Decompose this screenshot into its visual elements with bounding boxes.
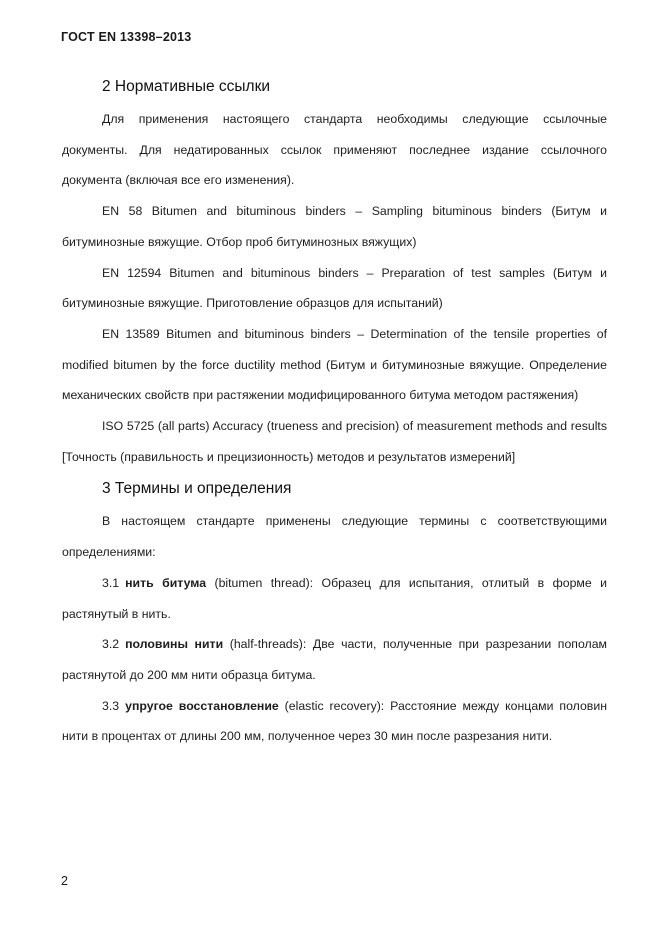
term-number: 3.1	[102, 575, 120, 590]
term-number: 3.3	[102, 698, 120, 713]
section-intro-paragraph: Для применения настоящего стандарта необходимы следующие ссылочные документы. Для недатированных ссылок применяют последнее издание ссылочного документа (включая все его изменения).	[62, 112, 607, 188]
document-body	[62, 76, 607, 752]
term-definition-item	[62, 691, 607, 752]
reference-item-en13589: EN 13589 Bitumen and bituminous binders – Determination of the tensile properties of modified bitumen by the force ductility method (Битум и битуминозные вяжущие. Определение механических свойств при растяжении модифицированного битума методом растяжения)	[62, 326, 607, 403]
term-name: половины нити	[125, 637, 224, 652]
term-name: упругое восстановление	[125, 698, 279, 713]
term-definition-item	[62, 629, 607, 690]
section-intro-paragraph: В настоящем стандарте применены следующие термины с соответствующими определениями:	[62, 514, 607, 560]
reference-item-en12594: EN 12594 Bitumen and bituminous binders – Preparation of test samples (Битум и битуминозные вяжущие. Приготовление образцов для испытаний)	[62, 265, 607, 311]
term-number: 3.2	[102, 637, 120, 652]
term-definition-text: (bitumen thread): Образец для испытания, отлитый в форме и растянутый в нить.	[62, 575, 607, 621]
document-header: ГОСТ EN 13398–2013	[61, 30, 192, 44]
page-number: 2	[61, 874, 68, 888]
section-title-terms-definitions: 3 Термины и определения	[102, 480, 292, 498]
term-name: нить битума	[125, 575, 207, 590]
term-definition-text: (half-threads): Две части, полученные при разрезании пополам растянутой до 200 мм нити образца битума.	[62, 637, 608, 682]
term-definition-text: (elastic recovery): Расстояние между концами половин нити в процентах от длины 200 мм, полученное через 30 мин после разрезания нити.	[62, 698, 607, 744]
reference-item-iso5725: ISO 5725 (all parts) Accuracy (trueness and precision) of measurement methods and results [Точность (правильность и прецизионность) методов и результатов измерений]	[62, 419, 607, 464]
reference-item-en58: EN 58 Bitumen and bituminous binders – Sampling bituminous binders (Битум и битуминозные вяжущие. Отбор проб битуминозных вяжущих)	[62, 204, 607, 249]
term-definition-item	[62, 568, 607, 629]
section-title-normative-references: 2 Нормативные ссылки	[102, 78, 271, 95]
